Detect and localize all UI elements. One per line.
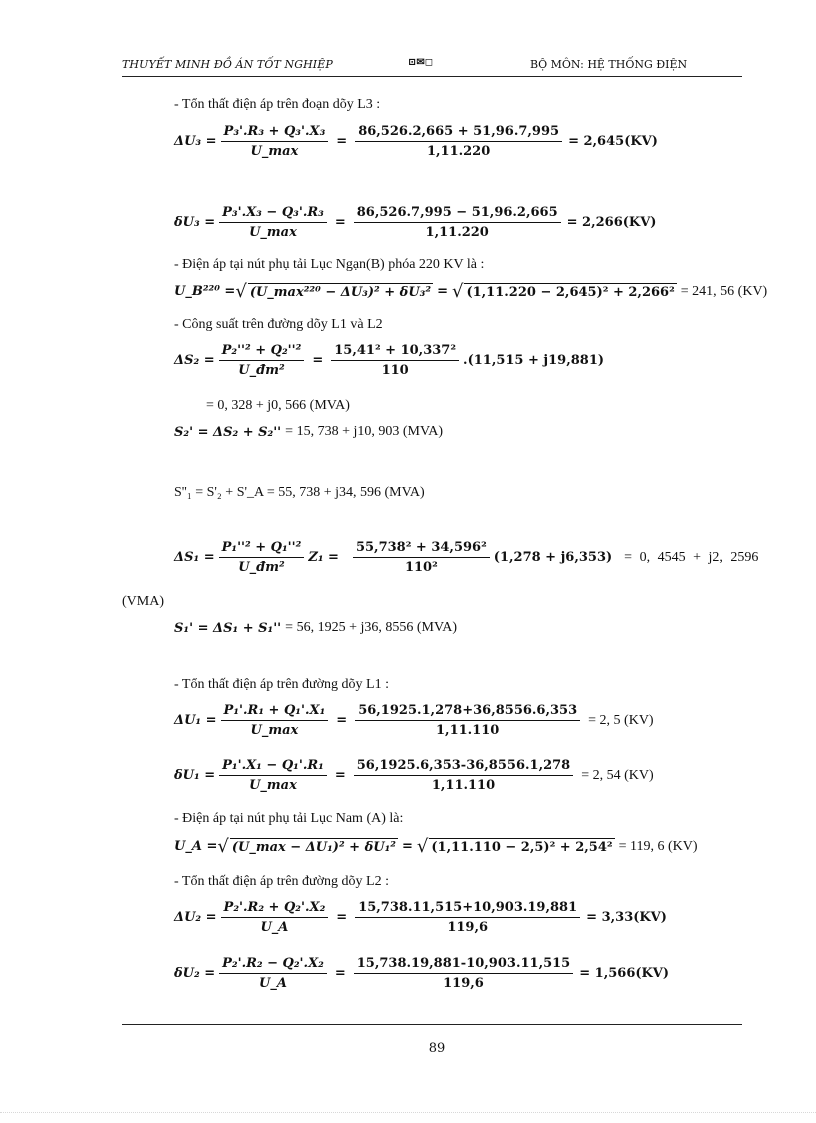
- fraction: [354, 758, 573, 793]
- eq-impedance: Z₁ =: [308, 550, 339, 565]
- eq-result: = 2,266(KV): [566, 215, 657, 230]
- header-ornament: ⊡✉◻: [408, 57, 434, 68]
- numerator: P₂'.R₂ − Q₂'.X₂: [219, 956, 327, 974]
- equation-su3: δU₃ = $\frac{\text{P₃'.X₃ − Q₃'.R₃}}{U\_\max}$ = $\frac{86,526.7,995 - 51,96.2,665}{1,11.220}$ = 2,266(KV): [174, 205, 657, 240]
- text-voltage-node-a: - Điện áp tại nút phụ tải Lục Nam (A) là:: [174, 811, 404, 826]
- equation-s1-prime: [174, 620, 457, 636]
- numerator: P₂''² + Q₂''²: [219, 343, 305, 361]
- text-loss-l3: - Tổn thất điện áp trên đoạn dõy L3 :: [174, 97, 381, 112]
- text-s1: S''₁ = S'₂ + S'_A = 55, 738 + j34, 596 (MVA): [174, 485, 425, 500]
- eq-multiplier: (1,278 + j6,353): [493, 550, 613, 565]
- numerator: 15,41² + 10,337²: [331, 343, 459, 361]
- eq-result: = 3,33(KV): [586, 910, 667, 925]
- equals-sign: =: [402, 839, 413, 854]
- footer-divider: [122, 1024, 742, 1025]
- text-voltage-node-b: - Điện áp tại nút phụ tải Lục Ngạn(B) phóa 220 KV là :: [174, 257, 485, 272]
- fraction: [219, 758, 327, 793]
- equation-ua: [174, 836, 698, 857]
- sqrt-expression: √ (U_max − ΔU₁)² + δU₁²: [217, 836, 396, 857]
- equation-du2: ΔU₂ = $\frac{\text{P₂'.R₂ + Q₂'.X₂}}{U\_A}$ = $\frac{15,738.11,515+10,903.19,881}{119,6}$ = 3,33(KV): [174, 900, 667, 935]
- denominator: U_max: [250, 144, 299, 159]
- denominator: 1,11.220: [426, 144, 491, 159]
- page-header: [122, 52, 742, 77]
- equation-ub: [174, 281, 767, 302]
- equation-du1: ΔU₁ = $\frac{\text{P₁'.R₁ + Q₁'.X₁}}{U\_\max}$ = $\frac{56,1925.1,278+36,8556.6,353}{1,11.110}$ = 2, 5 (KV): [174, 703, 654, 738]
- eq-result: = 1,566(KV): [579, 966, 670, 981]
- denominator: 1,11.110: [431, 778, 496, 793]
- fraction: [219, 540, 305, 575]
- fraction: [354, 205, 561, 240]
- denominator: 1,11.110: [436, 723, 500, 738]
- eq-lhs: ΔU₃ =: [174, 134, 217, 149]
- denominator: U_max: [249, 778, 297, 793]
- page-number: 89: [428, 1041, 446, 1056]
- denominator: U_A: [260, 920, 289, 935]
- eq-result: = 15, 738 + j10, 903 (MVA): [285, 424, 444, 439]
- denominator: 110: [381, 363, 409, 378]
- sqrt-expression: √ (1,11.220 − 2,645)² + 2,266²: [451, 281, 675, 302]
- sqrt-expression: √ (U_max²²⁰ − ΔU₃)² + δU₃²: [235, 281, 432, 302]
- numerator: 56,1925.6,353-36,8556.1,278: [354, 758, 573, 776]
- eq-lhs: U_A =: [174, 839, 218, 854]
- page-bottom-border: [0, 1112, 816, 1113]
- fraction: [221, 703, 329, 738]
- sqrt-argument: (U_max − ΔU₁)² + δU₁²: [231, 840, 396, 855]
- denominator: U_đm²: [238, 560, 285, 575]
- eq-lhs: δU₂ =: [174, 966, 216, 981]
- equation-ds2: ΔS₂ = $\frac{\text{P₂''² + Q₂''²}}{\text{U\_đm²}}$ = $\frac{\text{15,41² + 10,337²}}{110}$ .(11,515 + j19,881): [174, 343, 605, 378]
- sqrt-expression: √ (1,11.110 − 2,5)² + 2,54²: [416, 836, 613, 857]
- eq-result: = 0, 4545 + j2, 2596: [624, 549, 759, 565]
- eq-lhs: ΔU₂ =: [174, 910, 217, 925]
- denominator: U_max: [250, 723, 299, 738]
- text-loss-l1: - Tổn thất điện áp trên đường dõy L1 :: [174, 677, 389, 692]
- eq-lhs: ΔU₁ =: [174, 713, 217, 728]
- equation-du3: ΔU₃ = $\frac{\text{P₃'.R₃ + Q₃'.X₃}}{U\_\max}$ = $\frac{86,526.2,665 + 51,96.7,995}{1,11.220}$ = 2,645(KV): [174, 124, 658, 159]
- numerator: P₃'.X₃ − Q₃'.R₃: [219, 205, 327, 223]
- fraction: [355, 900, 580, 935]
- denominator: U_A: [259, 976, 287, 991]
- denominator: 110²: [404, 560, 438, 575]
- numerator: 86,526.2,665 + 51,96.7,995: [355, 124, 562, 142]
- text-power-l1-l2: - Công suất trên đường dõy L1 và L2: [174, 317, 383, 332]
- denominator: 119,6: [447, 920, 489, 935]
- text-loss-l2: - Tổn thất điện áp trên đường dõy L2 :: [174, 874, 389, 889]
- eq-lhs: δU₁ =: [174, 768, 216, 783]
- fraction: [221, 124, 329, 159]
- denominator: 119,6: [443, 976, 484, 991]
- eq-lhs: S₁' = ΔS₁ + S₁'': [174, 620, 282, 636]
- header-right-title: BỘ MÔN: HỆ THỐNG ĐIỆN: [530, 58, 688, 71]
- eq-lhs: S₂' = ΔS₂ + S₂'': [174, 424, 282, 440]
- denominator: 1,11.220: [425, 225, 489, 240]
- denominator: U_đm²: [238, 363, 285, 378]
- eq-lhs: ΔS₁ =: [174, 550, 215, 565]
- fraction: [353, 540, 490, 575]
- sqrt-argument: (1,11.220 − 2,645)² + 2,266²: [466, 285, 675, 300]
- numerator: P₁''² + Q₁''²: [219, 540, 305, 558]
- eq-result: = 2, 54 (KV): [581, 767, 654, 783]
- numerator: 15,738.11,515+10,903.19,881: [355, 900, 580, 918]
- fraction: [219, 343, 305, 378]
- equals-sign: =: [437, 284, 448, 299]
- fraction: [331, 343, 459, 378]
- fraction: [355, 703, 580, 738]
- numerator: P₃'.R₃ + Q₃'.X₃: [221, 124, 329, 142]
- equation-su2: δU₂ = $\frac{\text{P₂'.R₂ − Q₂'.X₂}}{U\_A}$ = $\frac{15,738.19,881-10,903.11,515}{119,6}$ = 1,566(KV): [174, 956, 670, 991]
- text-vma-unit: (VMA): [122, 594, 164, 609]
- eq-lhs: U_B²²⁰ =: [174, 284, 236, 299]
- numerator: P₂'.R₂ + Q₂'.X₂: [221, 900, 329, 918]
- equation-s2: [174, 424, 443, 440]
- eq-result: = 56, 1925 + j36, 8556 (MVA): [285, 620, 458, 635]
- equation-su1: δU₁ = $\frac{\text{P₁'.X₁ − Q₁'.R₁}}{U\_\max}$ = $\frac{56,1925.6,353-36,8556.1,278}{1,11.110}$ = 2, 54 (KV): [174, 758, 654, 793]
- header-left-title: THUYẾT MINH ĐỒ ÁN TỐT NGHIỆP: [122, 58, 333, 71]
- equation-ds1: [174, 540, 758, 575]
- eq-result: = 2, 5 (KV): [588, 712, 654, 728]
- numerator: P₁'.X₁ − Q₁'.R₁: [219, 758, 327, 776]
- numerator: 86,526.7,995 − 51,96.2,665: [354, 205, 561, 223]
- text-ds2-result: = 0, 328 + j0, 566 (MVA): [206, 398, 350, 413]
- eq-result: = 119, 6 (KV): [618, 838, 698, 854]
- sqrt-argument: (1,11.110 − 2,5)² + 2,54²: [431, 840, 613, 855]
- fraction: [355, 124, 562, 159]
- fraction: [354, 956, 573, 991]
- eq-result: = 241, 56 (KV): [680, 283, 768, 299]
- fraction: [219, 205, 327, 240]
- eq-result: = 2,645(KV): [568, 134, 658, 149]
- numerator: 55,738² + 34,596²: [353, 540, 490, 558]
- numerator: 56,1925.1,278+36,8556.6,353: [355, 703, 580, 721]
- eq-lhs: ΔS₂ =: [174, 353, 215, 368]
- numerator: 15,738.19,881-10,903.11,515: [354, 956, 573, 974]
- numerator: P₁'.R₁ + Q₁'.X₁: [221, 703, 329, 721]
- fraction: [221, 900, 329, 935]
- eq-multiplier: .(11,515 + j19,881): [463, 353, 605, 368]
- sqrt-argument: (U_max²²⁰ − ΔU₃)² + δU₃²: [249, 285, 432, 300]
- denominator: U_max: [249, 225, 297, 240]
- fraction: [219, 956, 327, 991]
- eq-lhs: δU₃ =: [174, 215, 216, 230]
